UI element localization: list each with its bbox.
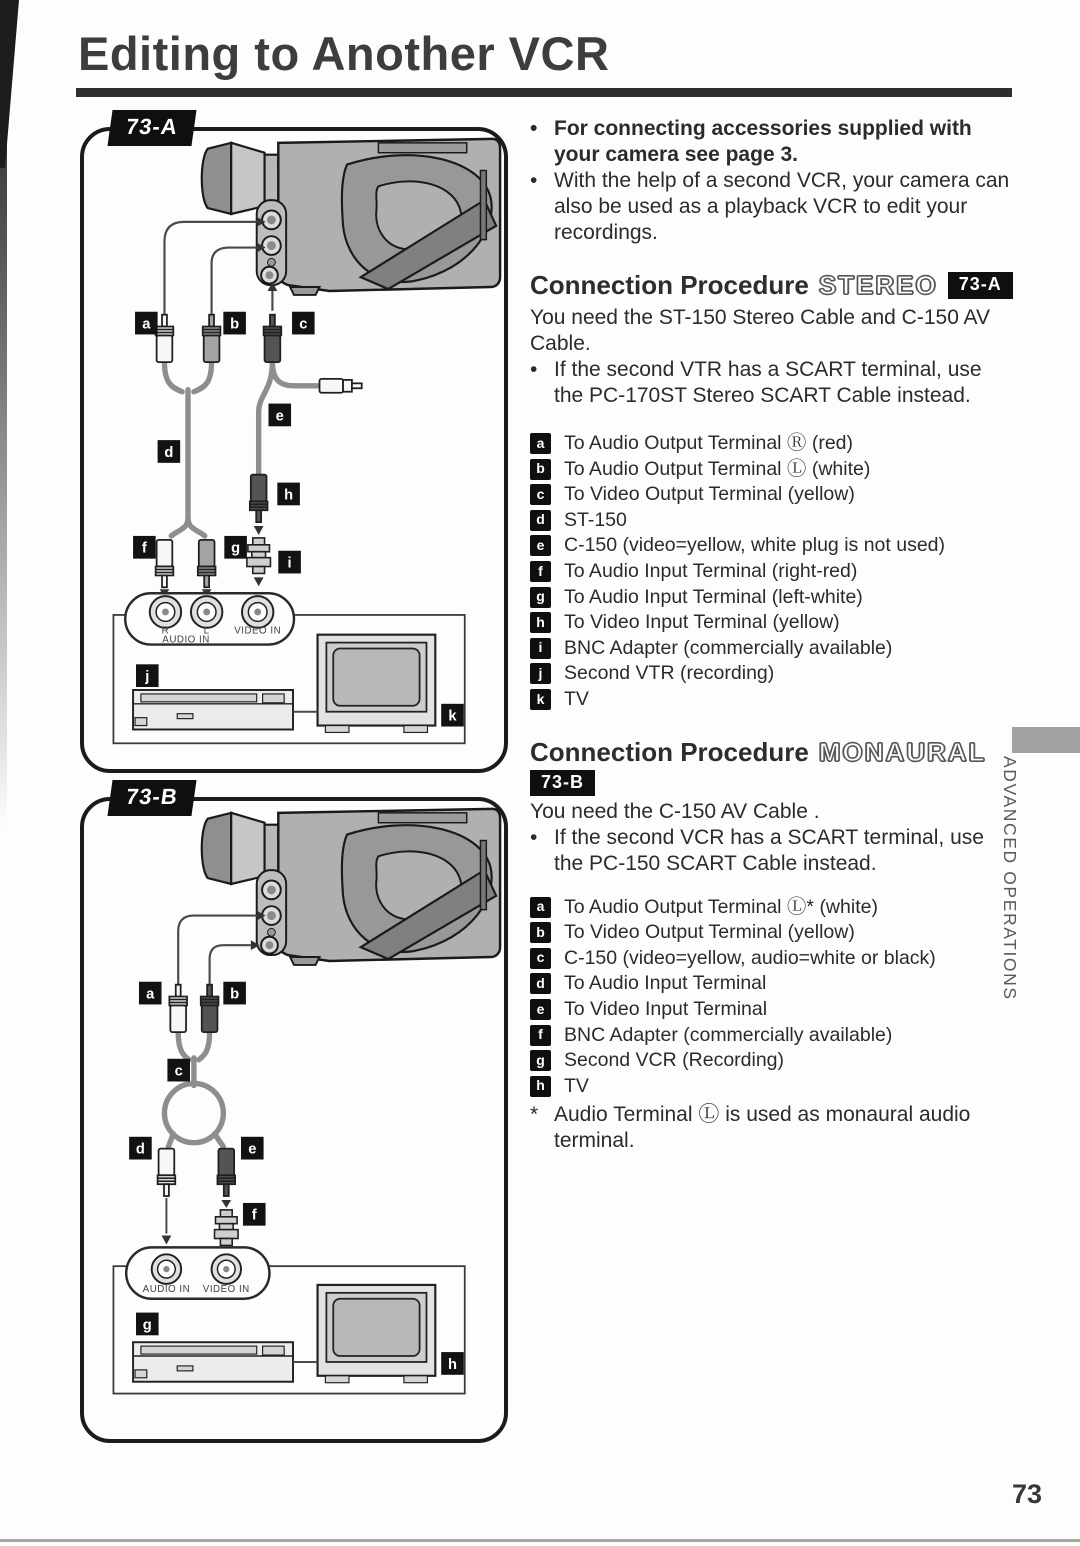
- item-text: TV: [564, 1074, 589, 1097]
- diagram-label-c: [292, 312, 315, 335]
- item-key-badge: b: [530, 459, 551, 480]
- item-text: To Audio Output Terminal Ⓡ (red): [564, 432, 854, 454]
- svg-text:b: b: [230, 986, 240, 1003]
- cables: [164, 362, 319, 536]
- list-item: [530, 431, 1012, 457]
- jack-label-l: L: [203, 625, 210, 637]
- rca-plug-unused-white: [320, 379, 362, 393]
- item-key-badge: c: [530, 948, 551, 969]
- list-item: [530, 971, 1012, 997]
- rca-plug-audio-input: [158, 1149, 176, 1196]
- list-item: [530, 1048, 1012, 1074]
- svg-text:g: g: [231, 540, 241, 557]
- diagram-label-d: [129, 1137, 152, 1160]
- bullet-icon: •: [530, 825, 538, 849]
- rca-plug-audio-l: [203, 315, 221, 362]
- section-heading-text: Connection Procedure: [530, 270, 809, 300]
- item-key-badge: g: [530, 587, 551, 608]
- jack-label-r: R: [161, 625, 170, 637]
- stereo-item-list: [530, 431, 1012, 713]
- section-heading-text: Connection Procedure: [530, 736, 809, 767]
- list-item: [530, 508, 1012, 534]
- bullet-icon: •: [530, 358, 538, 381]
- item-text: TV: [564, 687, 589, 710]
- item-text: To Video Input Terminal (yellow): [564, 611, 840, 634]
- list-item: [530, 636, 1012, 662]
- list-item: [530, 1023, 1012, 1049]
- list-item: [530, 533, 1012, 559]
- item-text: ST-150: [564, 508, 627, 531]
- figure-73a-diagram: [84, 131, 504, 769]
- svg-text:h: h: [284, 487, 294, 504]
- chapter-label-vertical: ADVANCED OPERATIONS: [1000, 756, 1020, 1001]
- list-item: [530, 997, 1012, 1023]
- intro-bullet-1: [530, 116, 1012, 168]
- vcr-illustration: [133, 1342, 293, 1382]
- bullet-icon: •: [530, 169, 538, 192]
- list-item: [530, 687, 1012, 713]
- diagram-label-e: [241, 1137, 264, 1160]
- item-key-badge: j: [530, 663, 551, 684]
- item-key-badge: h: [530, 1076, 551, 1097]
- item-key-badge: d: [530, 510, 551, 531]
- chapter-tab: [1012, 727, 1080, 753]
- mode-label-monaural: MONAURAL: [818, 736, 987, 767]
- diagram-label-b: [223, 982, 246, 1005]
- rca-plug-audio-r: [156, 315, 174, 362]
- list-item: [530, 920, 1012, 946]
- figure-73a-badge: 73-A: [110, 112, 194, 144]
- item-text: BNC Adapter (commercially available): [564, 1023, 893, 1046]
- svg-text:f: f: [141, 540, 147, 557]
- intro-bullet-2: [530, 168, 1012, 246]
- diagram-label-f: [133, 536, 156, 559]
- item-text: To Video Output Terminal (yellow): [564, 483, 855, 506]
- figure-ref-line: [530, 772, 1012, 793]
- rca-plug-video: [264, 315, 282, 362]
- list-item: [530, 946, 1012, 972]
- svg-text:c: c: [299, 316, 308, 333]
- svg-text:a: a: [142, 316, 151, 333]
- diagram-label-j: [136, 664, 159, 687]
- item-key-badge: h: [530, 612, 551, 633]
- rca-plug-input-right: [156, 540, 174, 587]
- camcorder-illustration: [202, 809, 500, 965]
- diagram-label-d: [158, 440, 181, 463]
- diagram-label-c: [167, 1059, 190, 1082]
- diagram-label-h: [277, 483, 300, 506]
- monaural-bullet-text: If the second VCR has a SCART terminal, use the PC-150 SCART Cable instead.: [554, 825, 984, 875]
- item-text: To Video Output Terminal (yellow): [564, 921, 855, 944]
- cables: [164, 1032, 223, 1147]
- item-key-badge: f: [530, 561, 551, 582]
- camcorder-illustration: [202, 139, 500, 295]
- svg-text:c: c: [174, 1063, 183, 1080]
- rca-plug-video: [201, 985, 219, 1032]
- figure-73a: [80, 114, 508, 773]
- item-key-badge: e: [530, 535, 551, 556]
- diagram-label-h: [441, 1352, 464, 1375]
- item-key-badge: k: [530, 689, 551, 710]
- item-text: C-150 (video=yellow, white plug is not used): [564, 534, 946, 557]
- footnote-text: Audio Terminal Ⓛ is used as monaural audio terminal.: [554, 1103, 971, 1153]
- item-text: To Audio Output Terminal Ⓛ* (white): [564, 895, 878, 918]
- stereo-bullet-text: If the second VTR has a SCART terminal, use the PC-170ST Stereo SCART Cable instead.: [554, 358, 982, 407]
- diagram-label-g: [136, 1313, 159, 1336]
- tv-illustration: [318, 635, 436, 733]
- item-text: C-150 (video=yellow, audio=white or black): [564, 946, 936, 969]
- rca-plug-audio: [169, 985, 187, 1032]
- item-key-badge: a: [530, 897, 551, 918]
- stereo-need-text: You need the ST-150 Stereo Cable and C-150 AV Cable.: [530, 306, 991, 355]
- intro-bullet-1-text: For connecting accessories supplied with your camera see page 3.: [554, 117, 972, 166]
- page-number: 73: [1012, 1479, 1043, 1509]
- item-text: Second VTR (recording): [564, 662, 775, 685]
- item-key-badge: b: [530, 922, 551, 943]
- rca-plug-video-input: [250, 475, 268, 522]
- list-item: [530, 1074, 1012, 1100]
- item-text: To Audio Input Terminal (left-white): [564, 585, 863, 608]
- jack-label-video-in: VIDEO IN: [202, 1283, 250, 1295]
- monaural-item-list: [530, 895, 1012, 1100]
- footnote-asterisk: *: [530, 1103, 539, 1127]
- stereo-section-heading: [530, 270, 1012, 301]
- item-text: To Video Input Terminal: [564, 997, 768, 1020]
- stereo-bullet: [530, 357, 1012, 409]
- diagram-label-i: [278, 551, 301, 574]
- item-key-badge: e: [530, 999, 551, 1020]
- item-key-badge: i: [530, 638, 551, 659]
- diagram-label-a: [135, 312, 158, 335]
- diagram-label-f: [243, 1203, 266, 1226]
- item-key-badge: a: [530, 433, 551, 454]
- bullet-icon: •: [530, 117, 538, 140]
- list-item: [530, 559, 1012, 585]
- item-text: Second VCR (Recording): [564, 1049, 785, 1072]
- figure-ref-73b: 73-B: [530, 770, 595, 796]
- list-item: [530, 895, 1012, 921]
- svg-text:h: h: [447, 1356, 457, 1373]
- diagram-label-e: [268, 404, 291, 427]
- title-rule: [76, 88, 1012, 97]
- list-item: [530, 610, 1012, 636]
- footnote: [530, 1102, 1012, 1154]
- input-jack-panel: [126, 1247, 269, 1298]
- figure-73b-diagram: [84, 801, 504, 1439]
- rca-plug-video-input: [217, 1149, 235, 1196]
- svg-text:j: j: [145, 669, 150, 686]
- intro-bullet-2-text: With the help of a second VCR, your camera can also be used as a playback VCR to edit your recordings.: [554, 169, 1010, 244]
- page-title: Editing to Another VCR: [78, 27, 610, 80]
- item-key-badge: f: [530, 1025, 551, 1046]
- monaural-need-text: You need the C-150 AV Cable .: [530, 799, 820, 823]
- list-item: [530, 457, 1012, 483]
- bnc-adapter: [247, 538, 271, 574]
- svg-text:d: d: [135, 1141, 145, 1158]
- tv-illustration: [318, 1285, 436, 1383]
- page-bottom-rule: [0, 1539, 1080, 1542]
- list-item: [530, 661, 1012, 687]
- monaural-bullet: [530, 825, 1012, 877]
- input-jack-panel: [125, 593, 294, 645]
- svg-text:b: b: [230, 316, 240, 333]
- item-key-badge: c: [530, 484, 551, 505]
- item-text: BNC Adapter (commercially available): [564, 636, 893, 659]
- list-item: [530, 482, 1012, 508]
- text-column: [530, 116, 1012, 1154]
- bnc-adapter: [215, 1210, 239, 1246]
- diagram-label-b: [223, 312, 246, 335]
- figure-73b: [80, 784, 508, 1443]
- svg-text:d: d: [164, 444, 174, 461]
- diagram-label-g: [224, 536, 247, 559]
- jack-label-audio-in: AUDIO IN: [162, 634, 210, 646]
- scan-corner-artifact: [0, 0, 26, 168]
- jack-label-audio-in: AUDIO IN: [142, 1283, 191, 1295]
- list-item: [530, 585, 1012, 611]
- figure-ref-73a: 73-A: [948, 272, 1013, 299]
- rca-plug-input-left: [198, 540, 216, 587]
- terminal-leader-lines: [178, 911, 265, 985]
- svg-text:k: k: [448, 708, 457, 725]
- svg-text:f: f: [251, 1207, 257, 1224]
- monaural-section-heading: [530, 737, 1012, 768]
- diagram-label-k: [441, 704, 464, 727]
- svg-text:g: g: [142, 1317, 152, 1334]
- svg-text:i: i: [287, 555, 292, 572]
- vcr-illustration: [133, 690, 293, 730]
- item-text: To Audio Input Terminal (right-red): [564, 559, 858, 582]
- diagram-label-a: [139, 982, 162, 1005]
- item-text: To Audio Output Terminal Ⓛ (white): [564, 457, 871, 480]
- jack-label-video-in: VIDEO IN: [234, 625, 282, 637]
- svg-text:e: e: [275, 408, 284, 425]
- item-key-badge: d: [530, 973, 551, 994]
- mode-label-stereo: STEREO: [818, 270, 938, 300]
- svg-text:a: a: [146, 986, 155, 1003]
- figure-73b-badge: 73-B: [110, 782, 194, 814]
- item-key-badge: g: [530, 1050, 551, 1071]
- svg-text:e: e: [248, 1141, 257, 1158]
- item-text: To Audio Input Terminal: [564, 972, 767, 995]
